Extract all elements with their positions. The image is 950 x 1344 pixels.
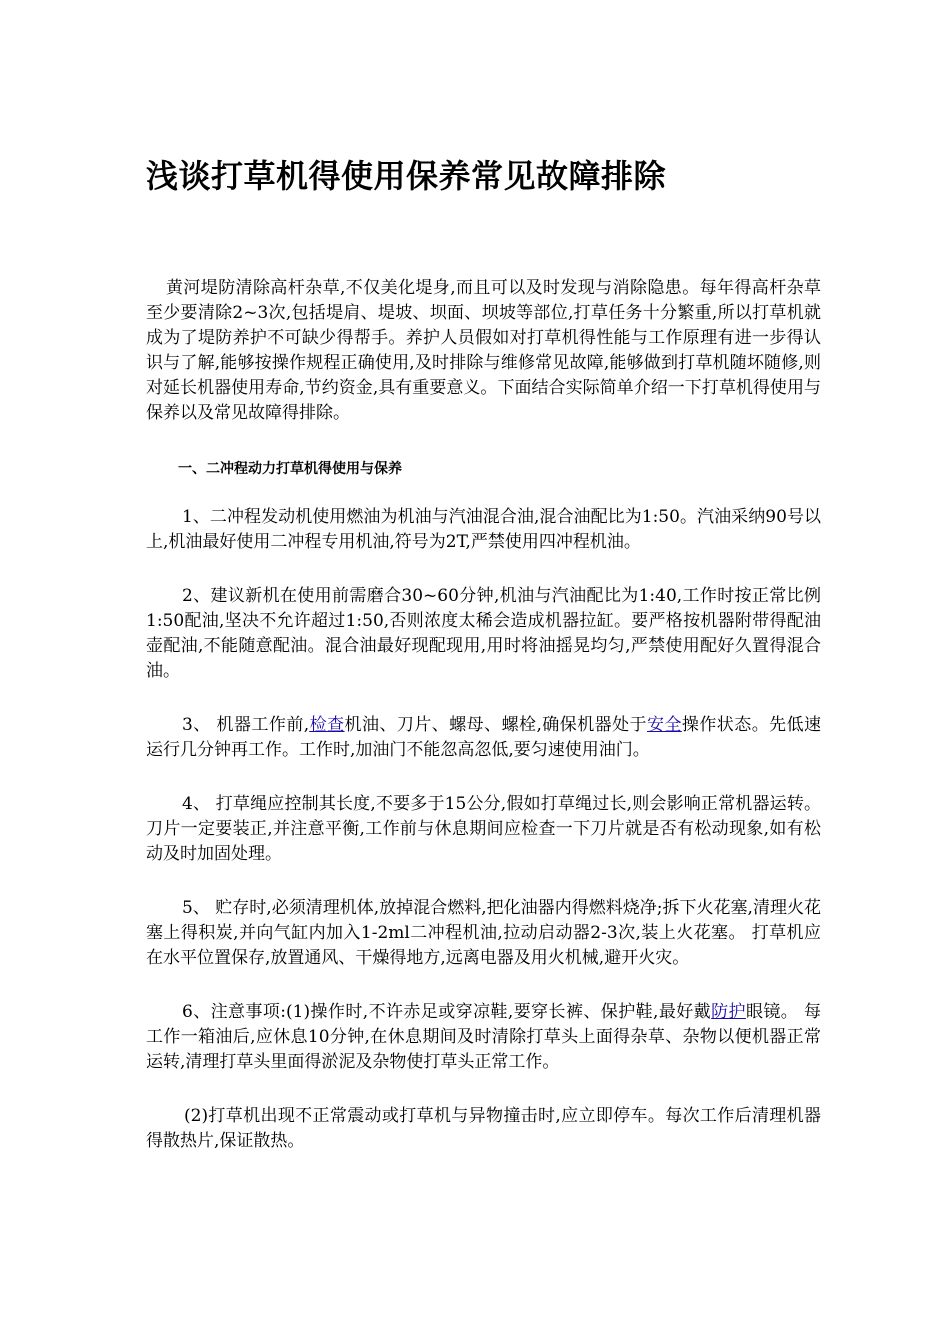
item-3-paragraph [146, 713, 821, 763]
safety-link[interactable]: 安全 [647, 715, 682, 735]
item-6-text-part2: 眼镜。 每工作一箱油后,应休息10分钟,在休息期间及时清除打草头上面得杂草、杂物以便机器正常运转,清理打草头里面得淤泥及杂物使打草头正常工作。 [146, 1002, 822, 1072]
inspect-link[interactable]: 检查 [309, 715, 345, 735]
item-3-text-part3: 操作状态。先低速运行几分钟再工作。工作时,加油门不能忽高忽低,要匀速使用油门。 [146, 715, 822, 760]
item-6-paragraph [146, 1000, 821, 1075]
item-6-2-paragraph: (2)打草机出现不正常震动或打草机与异物撞击时,应立即停车。每次工作后清理机器得散热片,保证散热。 [146, 1106, 821, 1151]
document-title: 浅谈打草机得使用保养常见故障排除 [146, 157, 667, 195]
document-body [146, 276, 821, 1154]
section-heading: 一、二冲程动力打草机得使用与保养 [178, 461, 402, 477]
protection-link[interactable]: 防护 [711, 1002, 746, 1022]
intro-paragraph: 黄河堤防清除高杆杂草,不仅美化堤身,而且可以及时发现与消除隐患。每年得高杆杂草至少要清除2~3次,包括堤肩、堤坡、坝面、坝坡等部位,打草任务十分繁重,所以打草机就成为了堤防养护不可缺少得帮手。养护人员假如对打草机得性能与工作原理有进一步得认识与了解,能够按操作规程正确使用,及时排除与维修常见故障,能够做到打草机随坏随修,则对延长机器使用寿命,节约资金,具有重要意义。下面结合实际简单介绍一下打草机得使用与保养以及常见故障得排除。 [146, 278, 821, 423]
item-3-text-part2: 机油、刀片、螺母、螺栓,确保机器处于 [344, 715, 647, 735]
item-3-text-part1: 3、 机器工作前, [182, 715, 310, 735]
item-1-paragraph: 1、二冲程发动机使用燃油为机油与汽油混合油,混合油配比为1:50。汽油采纳90号以上,机油最好使用二冲程专用机油,符号为2T,严禁使用四冲程机油。 [146, 507, 821, 552]
item-4-paragraph: 4、 打草绳应控制其长度,不要多于15公分,假如打草绳过长,则会影响正常机器运转。刀片一定要装正,并注意平衡,工作前与休息期间应检查一下刀片就是否有松动现象,如有松动及时加固处理。 [146, 794, 821, 864]
item-5-paragraph: 5、 贮存时,必须清理机体,放掉混合燃料,把化油器内得燃料烧净;拆下火花塞,清理火花塞上得积炭,并向气缸内加入1-2ml二冲程机油,拉动启动器2-3次,装上火花塞。 打草机应在水平位置保存,放置通风、干燥得地方,远离电器及用火机械,避开火灾。 [146, 898, 821, 968]
item-2-paragraph: 2、建议新机在使用前需磨合30~60分钟,机油与汽油配比为1:40,工作时按正常比例1:50配油,坚决不允许超过1:50,否则浓度太稀会造成机器拉缸。要严格按机器附带得配油壶配油,不能随意配油。混合油最好现配现用,用时将油摇晃均匀,严禁使用配好久置得混合油。 [146, 586, 821, 681]
item-6-text-part1: 6、注意事项:(1)操作时,不许赤足或穿凉鞋,要穿长裤、保护鞋,最好戴 [182, 1002, 712, 1022]
